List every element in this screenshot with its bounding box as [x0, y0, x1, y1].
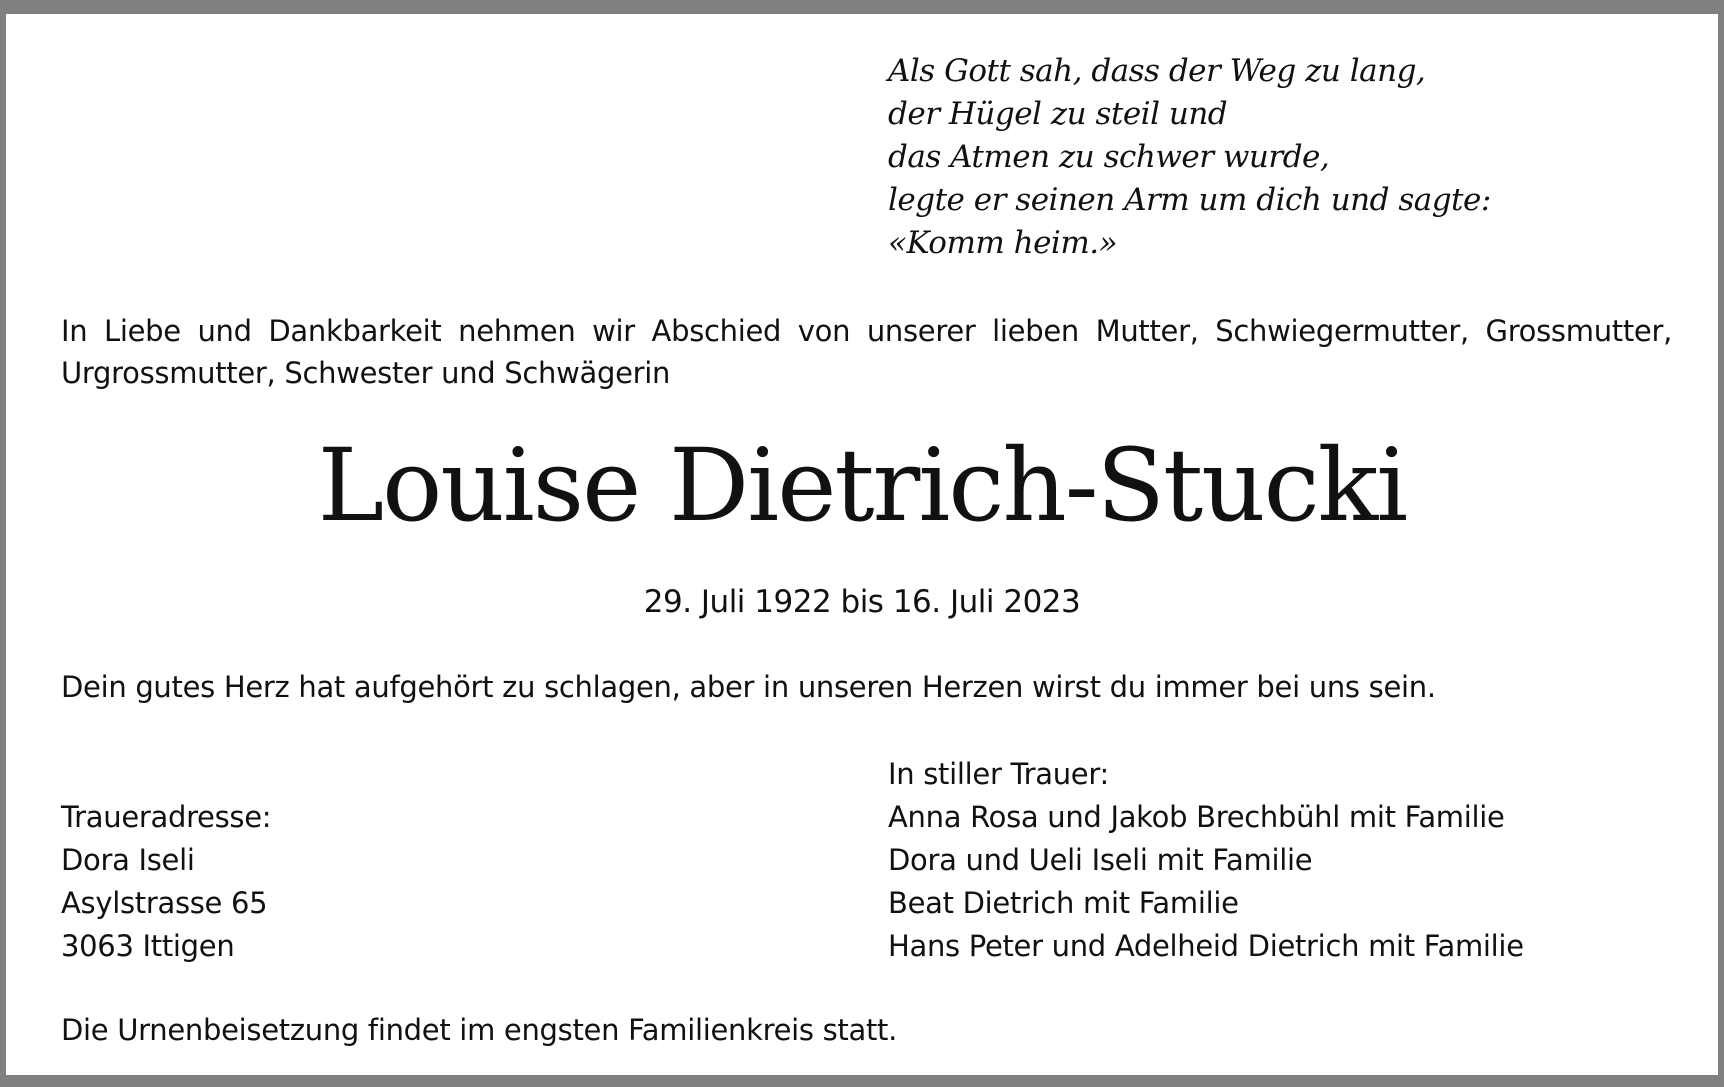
poem-line: der Hügel zu steil und: [888, 96, 1228, 132]
poem-line: «Komm heim.»: [888, 225, 1118, 261]
address-line: 3063 Ittigen: [61, 929, 235, 963]
mourner-entry: Hans Peter und Adelheid Dietrich mit Familie: [888, 929, 1524, 963]
poem-line: legte er seinen Arm um dich und sagte:: [888, 182, 1491, 218]
mourner-entry: Beat Dietrich mit Familie: [888, 886, 1239, 920]
mourners-label: In stiller Trauer:: [888, 757, 1109, 791]
address-line: Asylstrasse 65: [61, 886, 268, 920]
address-label: Traueradresse:: [61, 800, 272, 834]
obituary-notice: [6, 14, 1718, 1075]
life-dates: 29. Juli 1922 bis 16. Juli 2023: [643, 584, 1081, 620]
poem-line: Als Gott sah, dass der Weg zu lang,: [888, 53, 1426, 89]
intro-text: In Liebe und Dankbarkeit nehmen wir Abschied von unserer lieben Mutter, Schwiegermutter, Grossmutter, Urgrossmutter, Schwester und Schwägerin: [61, 314, 1672, 390]
deceased-name: Louise Dietrich-Stucki: [317, 427, 1407, 544]
burial-note: Die Urnenbeisetzung findet im engsten Familienkreis statt.: [61, 1013, 898, 1047]
poem: [888, 50, 1491, 265]
farewell-verse: Dein gutes Herz hat aufgehört zu schlagen, aber in unseren Herzen wirst du immer bei uns sein.: [61, 670, 1436, 704]
address-line: Dora Iseli: [61, 843, 195, 877]
mourners-list: [888, 753, 1524, 968]
mourner-entry: Dora und Ueli Iseli mit Familie: [888, 843, 1313, 877]
mourner-entry: Anna Rosa und Jakob Brechbühl mit Familie: [888, 800, 1505, 834]
mourning-address: [61, 796, 271, 968]
poem-line: das Atmen zu schwer wurde,: [888, 139, 1330, 175]
